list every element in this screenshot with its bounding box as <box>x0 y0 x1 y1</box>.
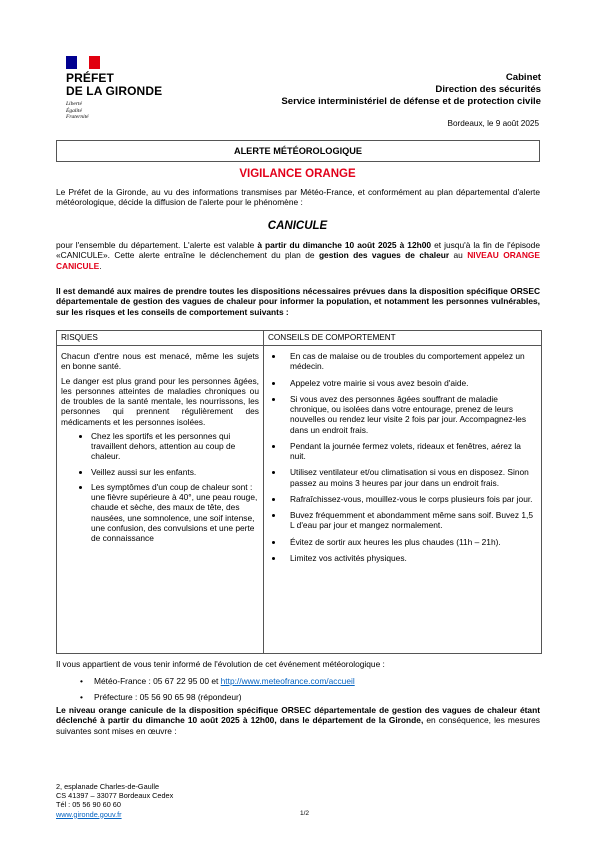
intro-paragraph: Le Préfet de la Gironde, au vu des informations transmises par Météo-France, et conformément au plan départemental d'alerte météorologique, décide la diffusion de l'alerte pour le phénomène : <box>56 187 540 208</box>
vigilance-level: VIGILANCE ORANGE <box>239 168 356 180</box>
list-item: • Chez les sportifs et les personnes qui travaillent dehors, attention au coup de chaleur. <box>91 431 259 462</box>
mayors-instruction: Il est demandé aux maires de prendre toutes les dispositions nécessaires prévues dans la disposition spécifique ORSEC départementale de gestion des vagues de chaleur pour informer la population, et notamment les personnes vulnérables, sur les risques et les conseils de comportement suivants : <box>56 286 540 317</box>
prefet-line2: DE LA GIRONDE <box>66 83 163 98</box>
validity-text-2: et jusqu'à la fin de l'épisode «CANICULE». Cette alerte entraîne le déclenchement du plan de <box>56 240 540 261</box>
marianne-flag-icon <box>66 56 100 69</box>
risques-cell <box>57 346 264 654</box>
alert-title-box: ALERTE MÉTÉOROLOGIQUE <box>56 140 540 162</box>
validity-paragraph <box>56 240 540 271</box>
header-service: Service interministériel de défense et de protection civile <box>281 96 541 108</box>
contact-list <box>80 676 355 709</box>
prefet-name <box>66 72 170 97</box>
footer-phone: Tél : 05 56 90 60 60 <box>56 800 121 810</box>
information-paragraph: Il vous appartient de vous tenir informé de l'évolution de cet événement météorologique : <box>56 659 385 669</box>
meteo-phone: Météo-France : 05 67 22 95 00 et <box>94 676 221 686</box>
meteo-contact <box>80 676 355 686</box>
risques-list <box>91 431 259 544</box>
prefet-line1: PRÉFET <box>66 71 114 85</box>
heatwave-plan-name: gestion des vagues de chaleur <box>318 250 450 261</box>
list-item: • Rafraîchissez-vous, mouillez-vous le corps plusieurs fois par jour. <box>284 494 537 504</box>
list-item: • Appelez votre mairie si vous avez besoin d'aide. <box>284 378 537 388</box>
footer-city: CS 41397 – 33077 Bordeaux Cedex <box>56 791 174 801</box>
conseils-cell <box>264 346 542 654</box>
motto-liberte: Liberté <box>66 101 82 107</box>
validity-start-date: à partir du dimanche 10 août 2025 à 12h00 <box>257 240 432 250</box>
validity-text-3: au <box>449 250 468 261</box>
list-item: • Évitez de sortir aux heures les plus chaudes (11h – 21h). <box>284 537 537 547</box>
page-number: 1/2 <box>300 810 310 817</box>
document-date: Bordeaux, le 9 août 2025 <box>447 119 539 128</box>
validity-text-1: pour l'ensemble du département. L'alerte est valable <box>56 240 258 250</box>
list-item: • Limitez vos activités physiques. <box>284 553 537 563</box>
orange-level-statement: Le niveau orange canicule de la disposition spécifique ORSEC départementale de gestion des vagues de chaleur étant déclenché à partir du dimanche 10 août 2025 à 12h00, dans le département de la Gironde, <box>56 705 540 726</box>
meteofrance-link[interactable]: http://www.meteofrance.com/accueil <box>220 676 355 686</box>
list-item: • Buvez fréquemment et abondamment même sans soif. Buvez 1,5 L d'eau par jour et mangez normalement. <box>284 510 537 531</box>
footer-address <box>56 782 173 819</box>
list-item: • Si vous avez des personnes âgées souffrant de maladie chronique, ou isolées dans votre entourage, prenez de leurs nouvelles ou rendez leur visite 2 fois par jour. Accompagnez-les dans un endroit frais. <box>284 394 537 435</box>
list-item: • Pendant la journée fermez volets, rideaux et fenêtres, aérez la nuit. <box>284 441 537 462</box>
prefet-logo <box>66 56 170 121</box>
list-item: • Utilisez ventilateur et/ou climatisation si vous en disposez. Sinon passez au moins 3 heures par jour dans un endroit frais. <box>284 467 537 488</box>
validity-text-4: . <box>99 260 102 271</box>
issuing-service <box>281 72 541 109</box>
phenomenon-title: CANICULE <box>267 220 328 232</box>
risques-paragraph-1: Chacun d'entre nous est menacé, même les sujets en bonne santé. <box>61 351 259 372</box>
header-direction: Direction des sécurités <box>435 84 541 96</box>
header-cabinet: Cabinet <box>505 72 541 83</box>
footer-street: 2, esplanade Charles-de-Gaulle <box>56 782 160 791</box>
header-conseils: CONSEILS DE COMPORTEMENT <box>264 331 542 346</box>
risks-advice-table <box>56 330 542 654</box>
republic-motto <box>66 101 170 121</box>
risques-paragraph-2: Le danger est plus grand pour les personnes âgées, les personnes atteintes de maladies chroniques ou de troubles de la santé mentale, les nourrissons, les personnes qui prennent régulièrement des médicaments et les personnes isolées. <box>61 375 259 427</box>
measures-intro: en conséquence, les mesures suivantes sont mises en œuvre : <box>56 715 540 736</box>
measures-paragraph <box>56 705 540 736</box>
gironde-website-link[interactable]: www.gironde.gouv.fr <box>56 809 122 819</box>
header-risques: RISQUES <box>57 331 264 346</box>
orange-level-label: NIVEAU ORANGE CANICULE <box>56 250 540 271</box>
conseils-list <box>284 351 537 563</box>
motto-fraternite: Fraternité <box>66 114 89 120</box>
list-item: • Les symptômes d'un coup de chaleur sont : une fièvre supérieure à 40°, une peau rouge, chaude et sèche, des maux de tête, des nausées, une somnolence, une soif intense, une confusion, des convulsions et une perte de connaissance <box>91 482 259 544</box>
motto-egalite: Égalité <box>66 107 82 114</box>
list-item: • En cas de malaise ou de troubles du comportement appelez un médecin. <box>284 351 537 372</box>
prefecture-contact: • Préfecture : 05 56 90 65 98 (répondeur) <box>80 692 355 702</box>
list-item: • Veillez aussi sur les enfants. <box>91 467 259 477</box>
